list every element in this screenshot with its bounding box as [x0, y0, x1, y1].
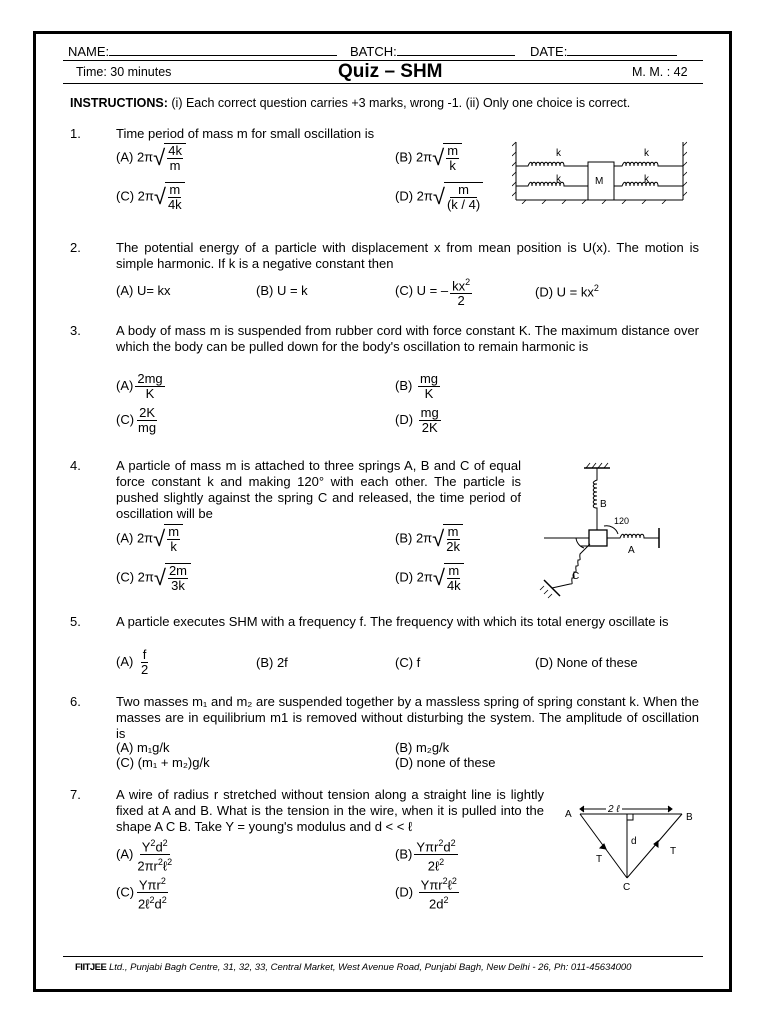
- opt-label: (D): [395, 411, 414, 427]
- instructions-label: INSTRUCTIONS:: [70, 96, 168, 110]
- q1-spring-mass-diagram: [512, 138, 687, 204]
- q2-text: The potential energy of a particle with displacement x from mean position is U(x). The motion is simple harmonic. If k is a negative constant then: [116, 240, 699, 271]
- q3-number: 3.: [70, 323, 81, 338]
- footer-brand-logo: FIITJEE: [75, 962, 107, 973]
- q7-option-b[interactable]: (B) $\frac{Y\pi r^2d^2}{2\ell^2}$: [395, 838, 456, 874]
- q7-option-a[interactable]: (A) $\frac{Y^2d^2}{2\pi r^2\ell^2}$: [116, 838, 173, 874]
- date-field: [530, 43, 677, 59]
- opt-label: (B): [395, 846, 413, 862]
- q6-option-d[interactable]: (D) none of these: [395, 755, 496, 770]
- footer: [75, 962, 631, 973]
- q3-option-d[interactable]: (D) $\frac{mg}{2K}$: [395, 405, 439, 435]
- opt-label: (A): [116, 149, 134, 165]
- tension-label: T: [670, 846, 677, 857]
- time-label: Time: 30 minutes: [76, 65, 172, 79]
- opt-text: (C) U = –: [395, 283, 449, 299]
- q4-option-d[interactable]: (D) 2π √ m 4k: [395, 563, 464, 593]
- batch-field: [350, 43, 515, 59]
- footer-rule: [63, 956, 703, 957]
- page-title: Quiz – SHM: [338, 61, 443, 82]
- opt-label: (C): [116, 569, 135, 585]
- q4-three-spring-diagram: [532, 462, 667, 612]
- opt-label: (A): [116, 653, 134, 669]
- q1-option-d[interactable]: (D) 2π √ m (k / 4): [395, 182, 483, 212]
- batch-label: BATCH:: [350, 44, 397, 59]
- q2-option-b[interactable]: (B) U = k: [256, 283, 308, 298]
- header-bottom-rule: [63, 83, 703, 84]
- spring-c-label: C: [572, 571, 580, 582]
- opt-label: (A): [116, 530, 134, 546]
- q5-option-a[interactable]: (A) $\frac{f}{2}$: [116, 647, 149, 677]
- opt-label: (A): [116, 377, 134, 393]
- q2-option-c[interactable]: (C) U = – $\frac{kx^2}{2}$: [395, 277, 471, 309]
- opt-label: (C): [116, 884, 135, 900]
- q2-option-a[interactable]: (A) U= kx: [116, 283, 171, 298]
- q3-option-c[interactable]: (C) $\frac{2K}{mg}$: [116, 405, 157, 435]
- q7-option-d[interactable]: (D) $\frac{Y\pi r^2\ell^2}{2d^2}$: [395, 876, 457, 912]
- opt-label: (A): [116, 846, 134, 862]
- batch-blank[interactable]: [397, 43, 515, 56]
- max-marks: M. M. : 42: [632, 65, 688, 79]
- q1-number: 1.: [70, 126, 81, 141]
- point-c-label: C: [623, 882, 631, 892]
- q6-option-c[interactable]: (C) (m₁ + m₂)g/k: [116, 755, 210, 770]
- q3-text: A body of mass m is suspended from rubber cord with force constant K. The maximum distance over which the body can be pulled down for the body's oscillation to remain harmonic is: [116, 323, 699, 354]
- q6-number: 6.: [70, 694, 81, 709]
- name-field: [68, 43, 337, 59]
- q6-option-a[interactable]: (A) m₁g/k: [116, 740, 170, 755]
- spring-a-label: A: [628, 545, 635, 556]
- spring-k-label: k: [556, 148, 561, 159]
- q2-option-d[interactable]: (D) $U = kx^2$: [535, 283, 599, 300]
- opt-label: (C): [116, 188, 135, 204]
- length-label: 2 ℓ: [608, 804, 620, 815]
- name-blank[interactable]: [109, 43, 337, 56]
- point-a-label: A: [565, 809, 572, 820]
- q6-text: Two masses m₁ and m₂ are suspended together by a massless spring of spring constant k. When the masses are in equilibrium m1 is removed without disturbing the system. The amplitude of oscillation is: [116, 694, 699, 741]
- q7-number: 7.: [70, 787, 81, 802]
- q1-option-a[interactable]: (A) 2π √ 4k m: [116, 143, 186, 173]
- q4-option-c[interactable]: (C) 2π √ 2m 3k: [116, 563, 191, 593]
- q4-option-a[interactable]: (A) 2π √ m k: [116, 524, 183, 554]
- q1-option-c[interactable]: (C) 2π √ m 4k: [116, 182, 185, 212]
- q2-number: 2.: [70, 240, 81, 255]
- instructions: [70, 96, 630, 110]
- q1-option-b[interactable]: (B) 2π √ m k: [395, 143, 462, 173]
- point-b-label: B: [686, 812, 693, 823]
- q6-option-b[interactable]: (B) m₂g/k: [395, 740, 450, 755]
- q4-option-b[interactable]: (B) 2π √ m 2k: [395, 524, 463, 554]
- q7-wire-diagram: [560, 800, 700, 892]
- q5-option-b[interactable]: (B) 2f: [256, 655, 288, 670]
- opt-label: (D): [395, 884, 414, 900]
- footer-address: Ltd., Punjabi Bagh Centre, 31, 32, 33, Central Market, West Avenue Road, Punjabi Bagh, New Delhi - 26, Ph: 011-45634000: [106, 962, 632, 973]
- opt-text: (D) U = kx: [535, 284, 594, 300]
- mass-label: M: [595, 176, 604, 187]
- q5-option-d[interactable]: (D) None of these: [535, 655, 638, 670]
- opt-label: (B): [395, 149, 413, 165]
- date-blank[interactable]: [567, 43, 677, 56]
- q5-number: 5.: [70, 614, 81, 629]
- angle-label: 120: [614, 516, 630, 526]
- spring-b-label: B: [600, 499, 607, 510]
- date-label: DATE:: [530, 44, 568, 59]
- q5-text: A particle executes SHM with a frequency f. The frequency with which its total energy oscillate is: [116, 614, 669, 629]
- spring-k-label: k: [644, 174, 649, 185]
- q1-text: Time period of mass m for small oscillation is: [116, 126, 375, 141]
- opt-label: (B): [395, 377, 413, 393]
- opt-label: (D): [395, 569, 414, 585]
- q3-option-a[interactable]: (A) $\frac{2mg}{K}$: [116, 371, 163, 401]
- spring-k-label: k: [644, 148, 649, 159]
- q7-option-c[interactable]: (C) $\frac{Y\pi r^2}{2\ell^2d^2}$: [116, 876, 167, 912]
- spring-k-label: k: [556, 174, 561, 185]
- depth-label: d: [631, 836, 637, 847]
- name-label: NAME:: [68, 44, 110, 59]
- q4-text: A particle of mass m is attached to three springs A, B and C of equal force constant k and making 120° with each other. The particle is pushed slightly against the spring C and released, the time period of oscillation will be: [116, 458, 521, 521]
- opt-label: (C): [116, 411, 135, 427]
- q5-option-c[interactable]: (C) f: [395, 655, 421, 670]
- opt-label: (D): [395, 188, 414, 204]
- q3-option-b[interactable]: (B) $\frac{mg}{K}$: [395, 371, 439, 401]
- q4-number: 4.: [70, 458, 81, 473]
- instructions-text: (i) Each correct question carries +3 marks, wrong -1. (ii) Only one choice is correct.: [167, 96, 631, 110]
- q7-text: A wire of radius r stretched without tension along a straight line is lightly fixed at A and B. What is the tension in the wire, when it is pulled into the shape A C B. Take Y = young's modulus and d < < ℓ: [116, 787, 544, 834]
- opt-label: (B): [395, 530, 413, 546]
- tension-label: T: [596, 854, 603, 865]
